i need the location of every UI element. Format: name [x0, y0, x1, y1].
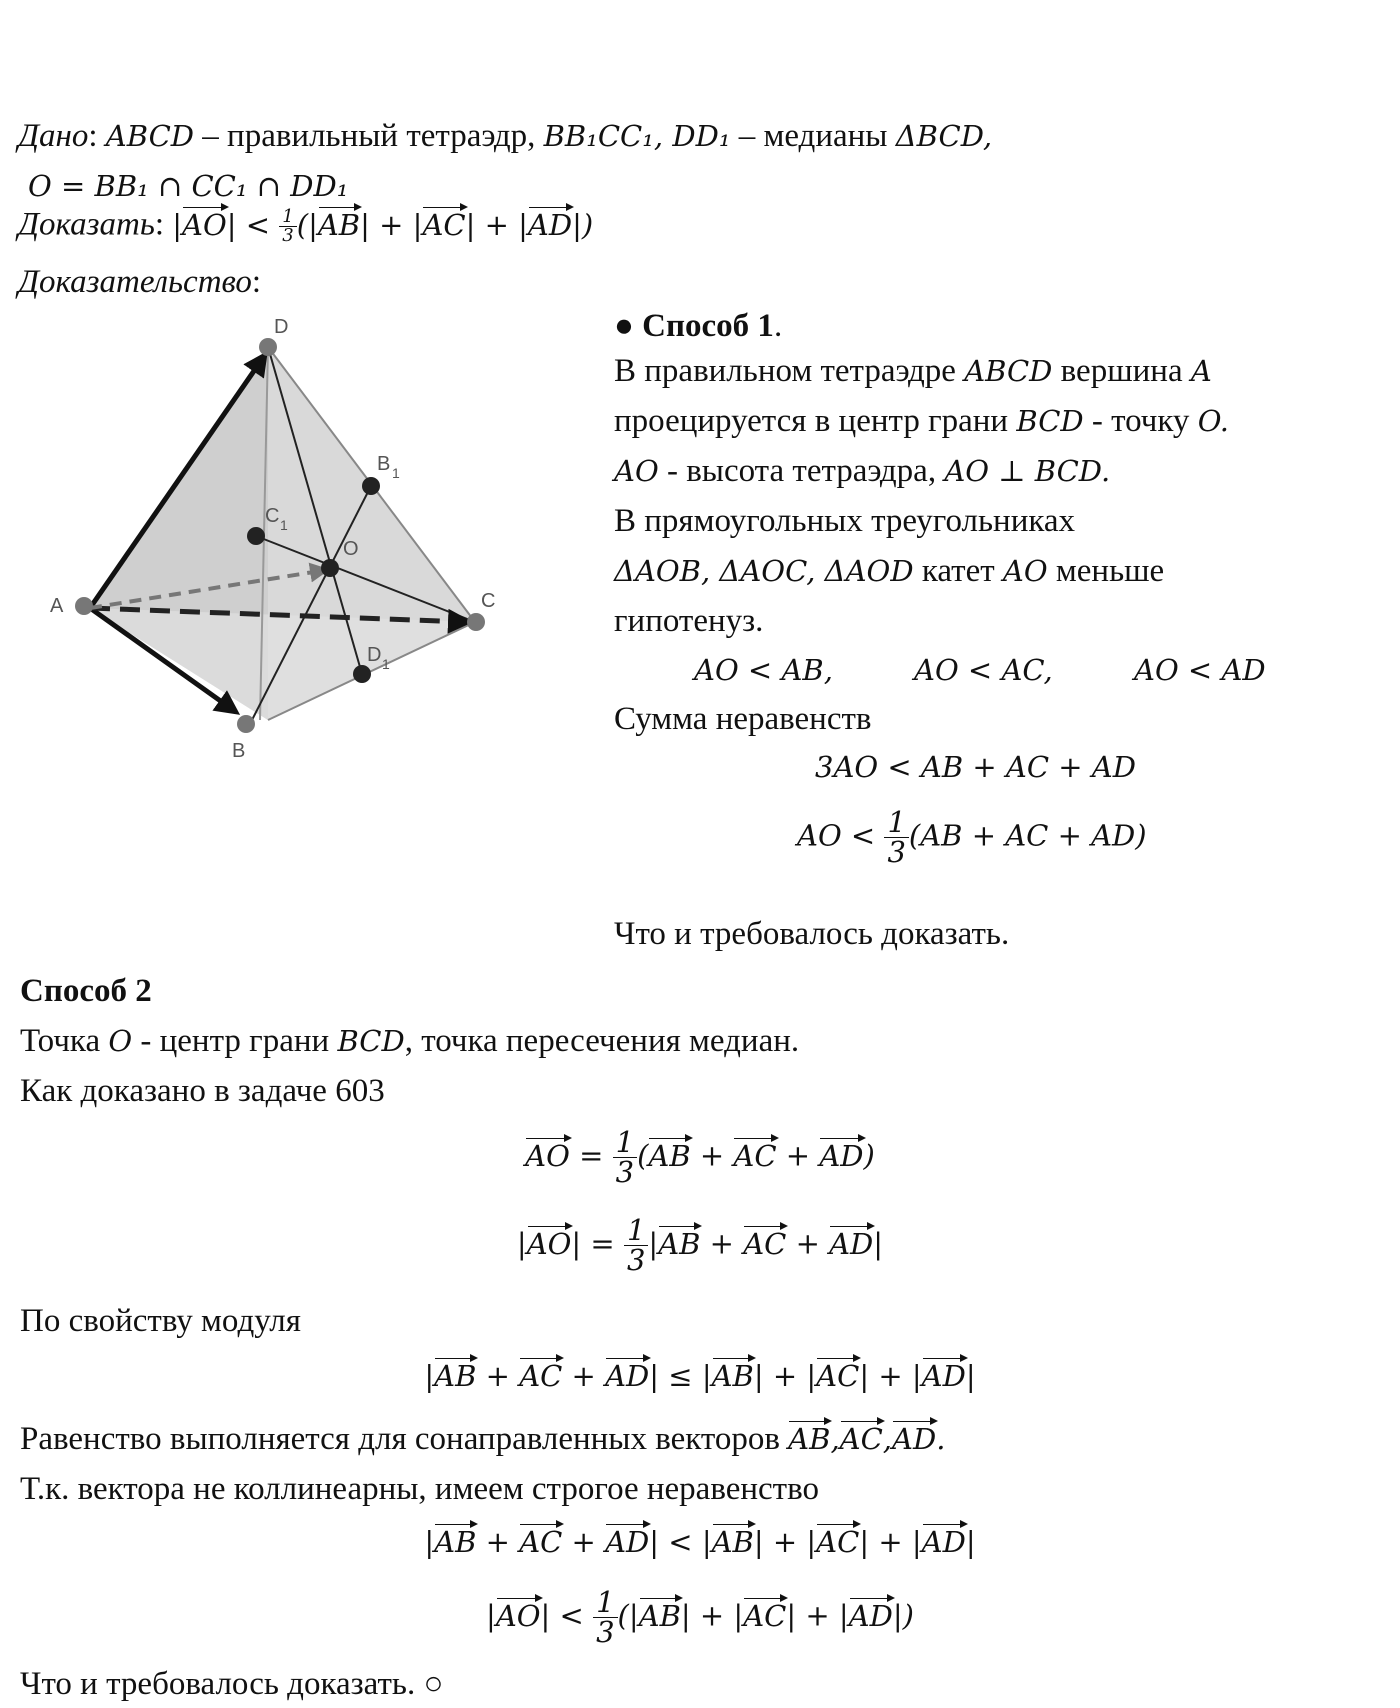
vector-equation: AO = $\frac{1}{3}$ (AB + AC + AD) [525, 1125, 875, 1189]
given-line-1: Дано: ABCD – правильный тетраэдр, BB₁CC₁, DD₁ – медианы ΔBCD, [18, 118, 993, 154]
label-d1: D [367, 644, 382, 666]
final-result: |AO| < $\frac{1}{3}$ (|AB| + |AC| + |AD|) [486, 1585, 914, 1649]
given-line-2 [28, 170, 348, 203]
label-c1-sub: 1 [280, 517, 288, 533]
triangle-inequality-le: |AB + AC + AD| ≤ |AB| + |AC| + |AD| [424, 1359, 976, 1393]
point-d [259, 338, 277, 356]
ineq-ab: AO < AB, [694, 653, 833, 687]
label-c: C [481, 590, 496, 612]
label-b1: B [377, 453, 391, 475]
method2-line-1: Точка O - центр грани BCD, точка пересечения медиан. [20, 1023, 800, 1059]
face-abc [90, 608, 475, 720]
label-o: O [343, 538, 359, 560]
ineq-ad: AO < AD [1134, 653, 1266, 687]
method1-line-1: В правильном тетраэдре ABCD вершина A [614, 353, 1212, 389]
proof-label: Доказательство [18, 264, 252, 300]
point-b1 [362, 477, 380, 495]
prove-formula: |AO| < $\frac{1}{3}$ (|AB| + |AC| + |AD|) [172, 206, 594, 246]
prove-line: Доказать: |AO| < $\frac{1}{3}$ (|AB| + |AC| + |AD|) [18, 206, 594, 246]
given-triangle: ΔBCD, [895, 119, 993, 153]
modulus-label: По свойству модуля [20, 1303, 301, 1339]
method1-qed: Что и требовалось доказать. [614, 916, 1010, 952]
label-b: B [232, 740, 246, 762]
point-c1 [247, 527, 265, 545]
given-medians: BB₁CC₁, DD₁ [543, 119, 731, 153]
method1-line-6: гипотенуз. [614, 603, 764, 639]
method1-line-3: AO - высота тетраэдра, AO ⊥ BCD. [614, 453, 1111, 489]
triangle-inequality-strict: |AB + AC + AD| < |AB| + |AC| + |AD| [424, 1525, 976, 1559]
given-intersection: O = BB₁ ∩ CC₁ ∩ DD₁ [28, 169, 349, 203]
prove-label: Доказать [18, 206, 155, 243]
point-o [321, 559, 339, 577]
proof-label-line: Доказательство: [18, 264, 262, 300]
result-equation: AO < $\frac{1}{3}$ (AB + AC + AD) [797, 805, 1147, 869]
label-a: A [50, 595, 64, 617]
label-d: D [274, 316, 289, 338]
sum-equation: 3AO < AB + AC + AD [815, 750, 1136, 784]
ineq-ac: AO < AC, [914, 653, 1053, 687]
modulus-equation: |AO| = $\frac{1}{3}$ |AB + AC + AD| [516, 1213, 884, 1277]
method1-title-line: ● Способ 1. [614, 308, 783, 344]
noncollinear-text: Т.к. вектора не коллинеарны, имеем строгое неравенство [20, 1471, 819, 1507]
point-b [237, 715, 255, 733]
equality-condition: Равенство выполняется для сонаправленных векторов AB,AC,AD. [20, 1421, 946, 1457]
given-label: Дано [18, 118, 89, 154]
method2-line-2: Как доказано в задаче 603 [20, 1073, 385, 1109]
label-c1: C [265, 505, 280, 527]
point-a [75, 597, 93, 615]
method2-title: Способ 2 [20, 973, 152, 1009]
point-d1 [353, 665, 371, 683]
given-desc-2: – медианы [730, 118, 896, 154]
given-desc: – правильный тетраэдр, [194, 118, 544, 154]
label-d1-sub: 1 [382, 656, 390, 672]
method1-line-5: ΔAOB, ΔAOC, ΔAOD катет AO меньше [614, 553, 1165, 589]
method1-title: ● Способ 1 [614, 308, 774, 344]
given-tetrahedron: ABCD [105, 119, 195, 153]
point-c [467, 613, 485, 631]
tetrahedron-figure [40, 300, 580, 780]
sum-label: Сумма неравенств [614, 701, 872, 737]
method2-qed: Что и требовалось доказать. ○ [20, 1666, 444, 1702]
method1-line-4: В прямоугольных треугольниках [614, 503, 1076, 539]
label-b1-sub: 1 [392, 465, 400, 481]
method1-line-2: проецируется в центр грани BCD - точку O. [614, 403, 1229, 439]
